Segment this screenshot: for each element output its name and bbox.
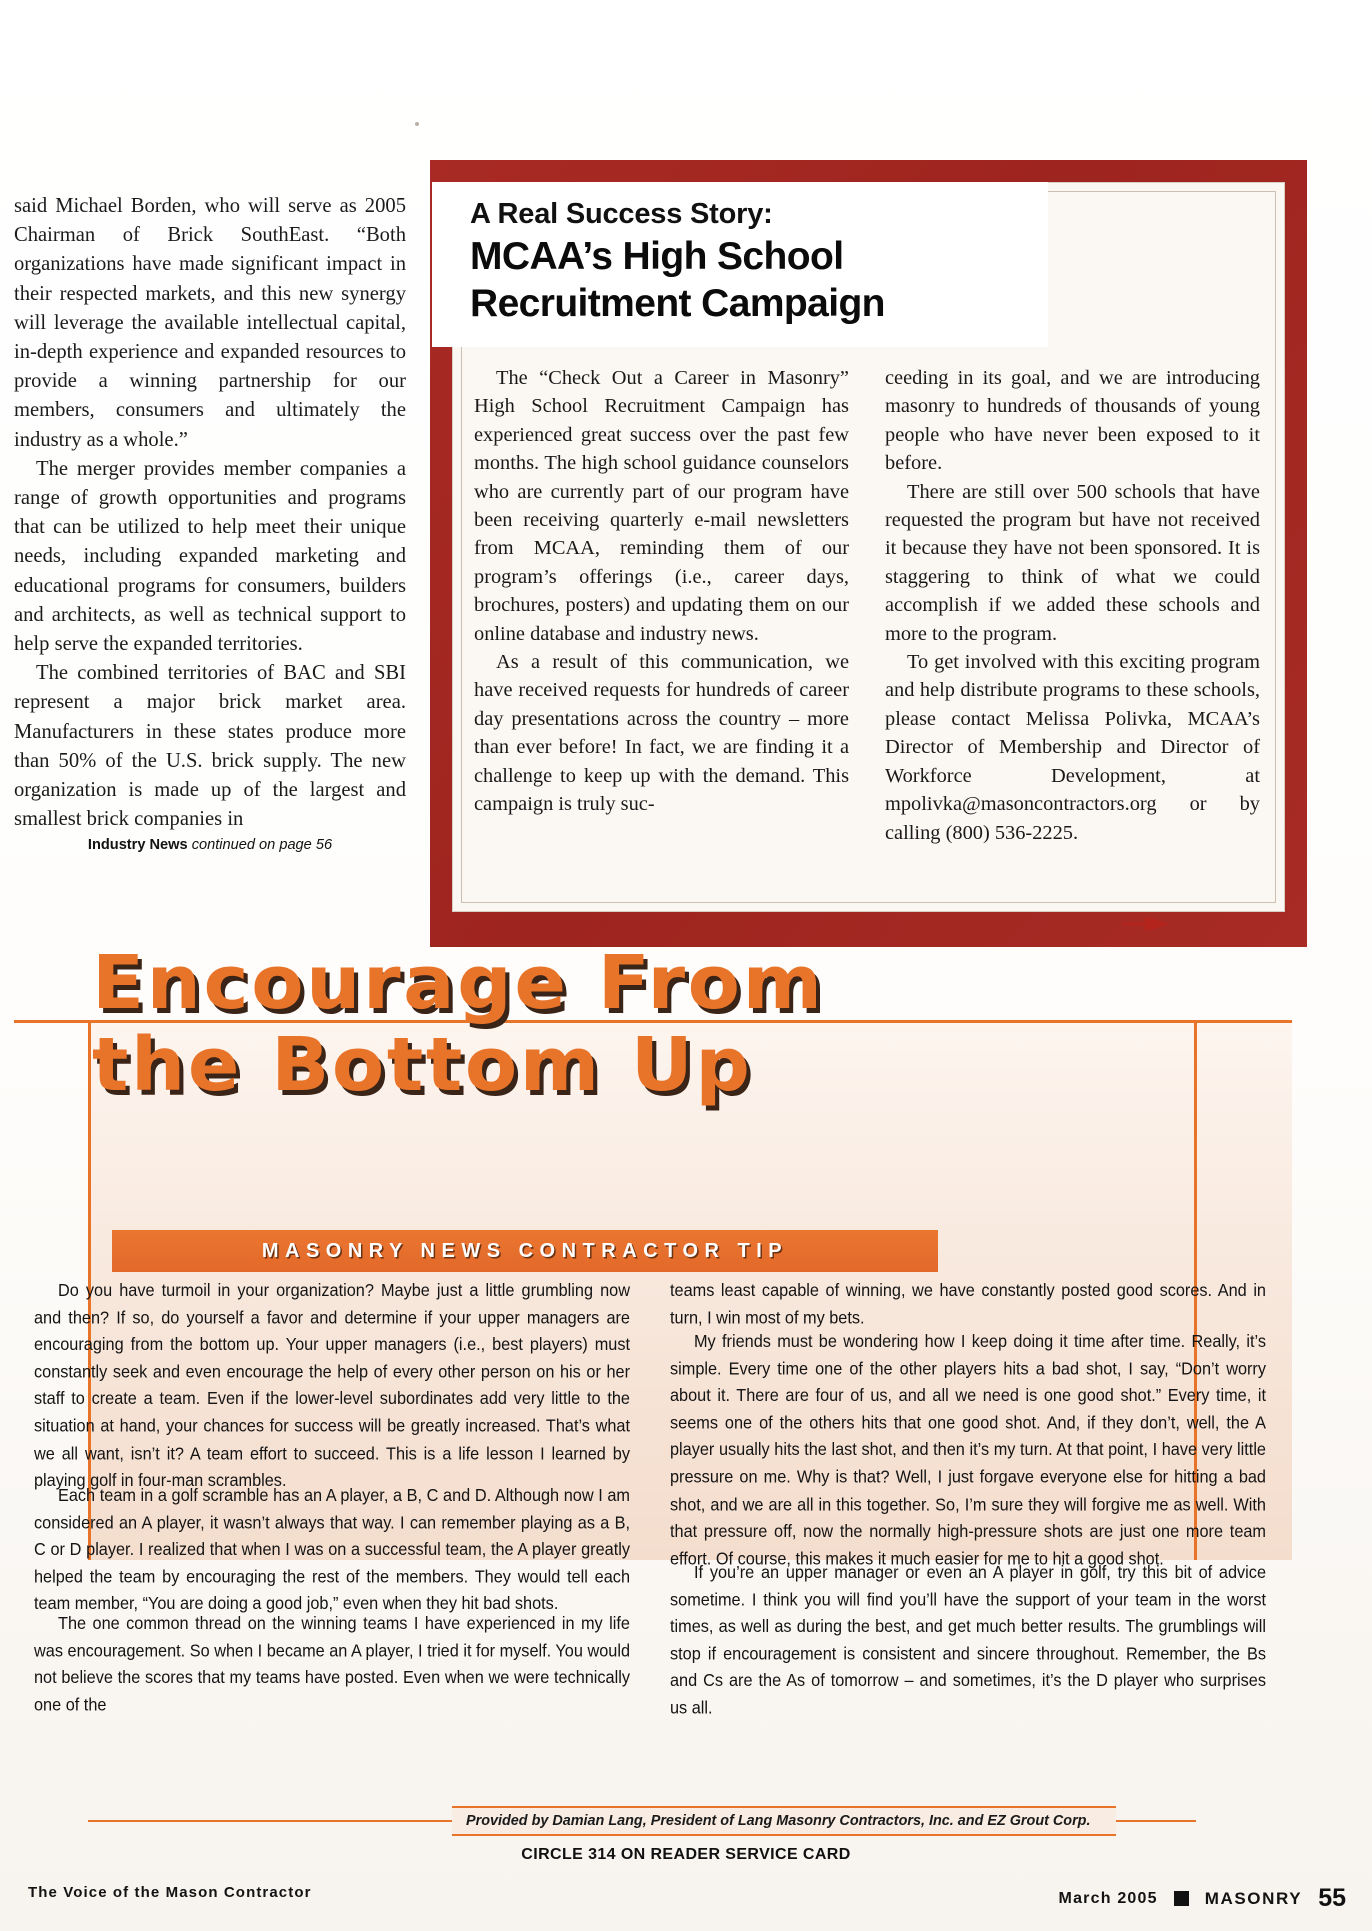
feature-column-left	[34, 1278, 630, 1788]
top-section	[0, 0, 1372, 965]
footer-page-number: 55	[1318, 1884, 1346, 1912]
reader-service-line: CIRCLE 314 ON READER SERVICE CARD	[521, 1846, 851, 1863]
feature-title	[92, 942, 1122, 1106]
author-credit-text: Provided by Damian Lang, President of Lang Masonry Contractors, Inc. and EZ Grout Corp.	[466, 1813, 1091, 1829]
footer-square-icon	[1174, 1891, 1189, 1906]
sidebar-body	[474, 364, 1260, 930]
author-credit-bar	[452, 1806, 1116, 1836]
footer-right-group	[1059, 1884, 1346, 1913]
sidebar-right-p2: There are still over 500 schools that have requested the program but have not received it because they have not been sponsored. It is staggering to think of what we could accomplish if we added these schools and more to the program.	[885, 480, 1260, 645]
sidebar-right-p3: To get involved with this exciting program and help distribute programs to these schools, please contact Melissa Polivka, MCAA’s Director of Membership and Director of Workforce Development, at mpolivka@masoncontractors.org or by calling (800) 536-2225.	[885, 651, 1260, 844]
sidebar-headline-line-1: MCAA’s High School	[470, 235, 844, 278]
sidebar-title-plate	[432, 182, 1048, 347]
industry-news-column	[14, 192, 406, 853]
feature-title-line-2: the Bottom Up	[92, 1022, 753, 1108]
continued-label: Industry News	[87, 837, 188, 854]
red-arrow-icon	[1122, 916, 1168, 932]
sidebar-headline-line-2: Recruitment Campaign	[470, 282, 885, 325]
left-paragraph-1: said Michael Borden, who will serve as 2005 Chairman of Brick SouthEast. “Both organizations have made significant impact in their respected markets, and this new synergy will leverage the available intellectual capital, in-depth experience and expanded resources to provide a winning partnership for our members, consumers and ultimately the industry as a whole.”	[14, 195, 406, 451]
continued-line	[14, 837, 406, 853]
contractor-tip-label: MASONRY NEWS CONTRACTOR TIP	[261, 1239, 789, 1262]
feature-right-p2: My friends must be wondering how I keep doing it time after time. Really, it’s simple. Every time one of the other players hits a bad shot, I say, “Don’t worry about it. There are four of us, and all we need is one good shot.” Every time, it seems one of the others hits that one good shot. And, if they don’t, well, the A player usually hits the last shot, and then it’s my turn. At that point, I have very little pressure on me. Why is that? Well, I just forgave everyone else for hitting a bad shot, and we are all in this together. So, I’m sure they will forgive me as well. With that pressure off, now the normally high-pressure shots are just one more team effort. Of course, this makes it much easier for me to hit a good shot.	[670, 1332, 1266, 1569]
footer-issue-date: March 2005	[1058, 1889, 1158, 1907]
contractor-tip-banner	[112, 1230, 938, 1272]
feature-right-p3: If you’re an upper manager or even an A player in golf, try this bit of advice sometime. I think you will find you’ll have the support of your team in the worst times, as well as during the best, and get much better results. The grumblings will stop if encouragement is consistent and sincere throughout. Remember, the Bs and Cs are the As of tomorrow – and sometimes, it’s the D player who surprises us all.	[670, 1562, 1266, 1718]
sidebar-right-p1: ceeding in its goal, and we are introducing masonry to hundreds of thousands of young people who have never been exposed to it before.	[885, 367, 1260, 475]
feature-body	[0, 1278, 1372, 1788]
sidebar-left-p2: As a result of this communication, we have received requests for hundreds of career day presentations across the country – more than ever before! In fact, we are finding it a challenge to keep up with the demand. This campaign is truly suc-	[474, 651, 849, 816]
feature-rule-dash	[14, 1020, 88, 1023]
continued-text: continued on page 56	[187, 837, 333, 854]
sidebar-kicker: A Real Success Story:	[470, 198, 773, 230]
sidebar-column-right	[885, 364, 1260, 930]
page-footer	[0, 1884, 1372, 1924]
feature-left-p1: Do you have turmoil in your organization? Maybe just a little grumbling now and then? If so, do yourself a favor and determine if your upper managers are encouraging from the bottom up. Your upper managers (i.e., best players) must constantly seek and even encourage the help of every other person on his or her staff to create a team. Even if the lower-level subordinates add very little to the situation at hand, your chances for success will be greatly increased. That’s what we all want, isn’t it? A team effort to succeed. This is a life lesson I learned by playing golf in four-man scrambles.	[34, 1281, 630, 1491]
feature-right-p1: teams least capable of winning, we have constantly posted good scores. And in turn, I win most of my bets.	[670, 1281, 1266, 1328]
credit-rule-right	[1116, 1820, 1196, 1822]
footer-magazine-name: MASONRY	[1204, 1888, 1303, 1908]
credit-rule-left	[88, 1820, 452, 1822]
feature-left-p3: The one common thread on the winning teams I have experienced in my life was encouragement. So when I became an A player, I tried it for myself. You would not believe the scores that my teams have posted. Even when we were technically one of the	[34, 1613, 630, 1715]
left-paragraph-3: The combined territories of BAC and SBI represent a major brick market area. Manufacturers in these states produce more than 50% of the U.S. brick supply. The new organization is made up of the largest and smallest brick companies in	[14, 662, 406, 831]
sidebar-column-left	[474, 364, 849, 930]
footer-tagline: The Voice of the Mason Contractor	[28, 1884, 312, 1901]
feature-title-line-1: Encourage From	[92, 940, 825, 1026]
sidebar-left-p1: The “Check Out a Career in Masonry” High School Recruitment Campaign has experienced great success over the past few months. The high school guidance counselors who are currently part of our program have been receiving quarterly e-mail newsletters from MCAA, reminding them of our program’s offerings (i.e., career days, brochures, posters) and updating them on our online database and industry news.	[474, 367, 849, 645]
left-paragraph-2: The merger provides member companies a range of growth opportunities and programs that can be utilized to help meet their unique needs, including expanded marketing and educational programs for consumers, builders and architects, as well as technical support to help serve the expanded territories.	[14, 457, 406, 656]
feature-column-right	[670, 1278, 1266, 1788]
feature-left-p2: Each team in a golf scramble has an A player, a B, C and D. Although now I am considered an A player, it wasn’t always that way. I can remember playing as a B, C or D player. I realized that when I was on a successful team, the A player greatly helped the team by encouraging the rest of the members. They would tell each team member, “You are doing a good job,” even when they hit bad shots.	[34, 1485, 630, 1614]
